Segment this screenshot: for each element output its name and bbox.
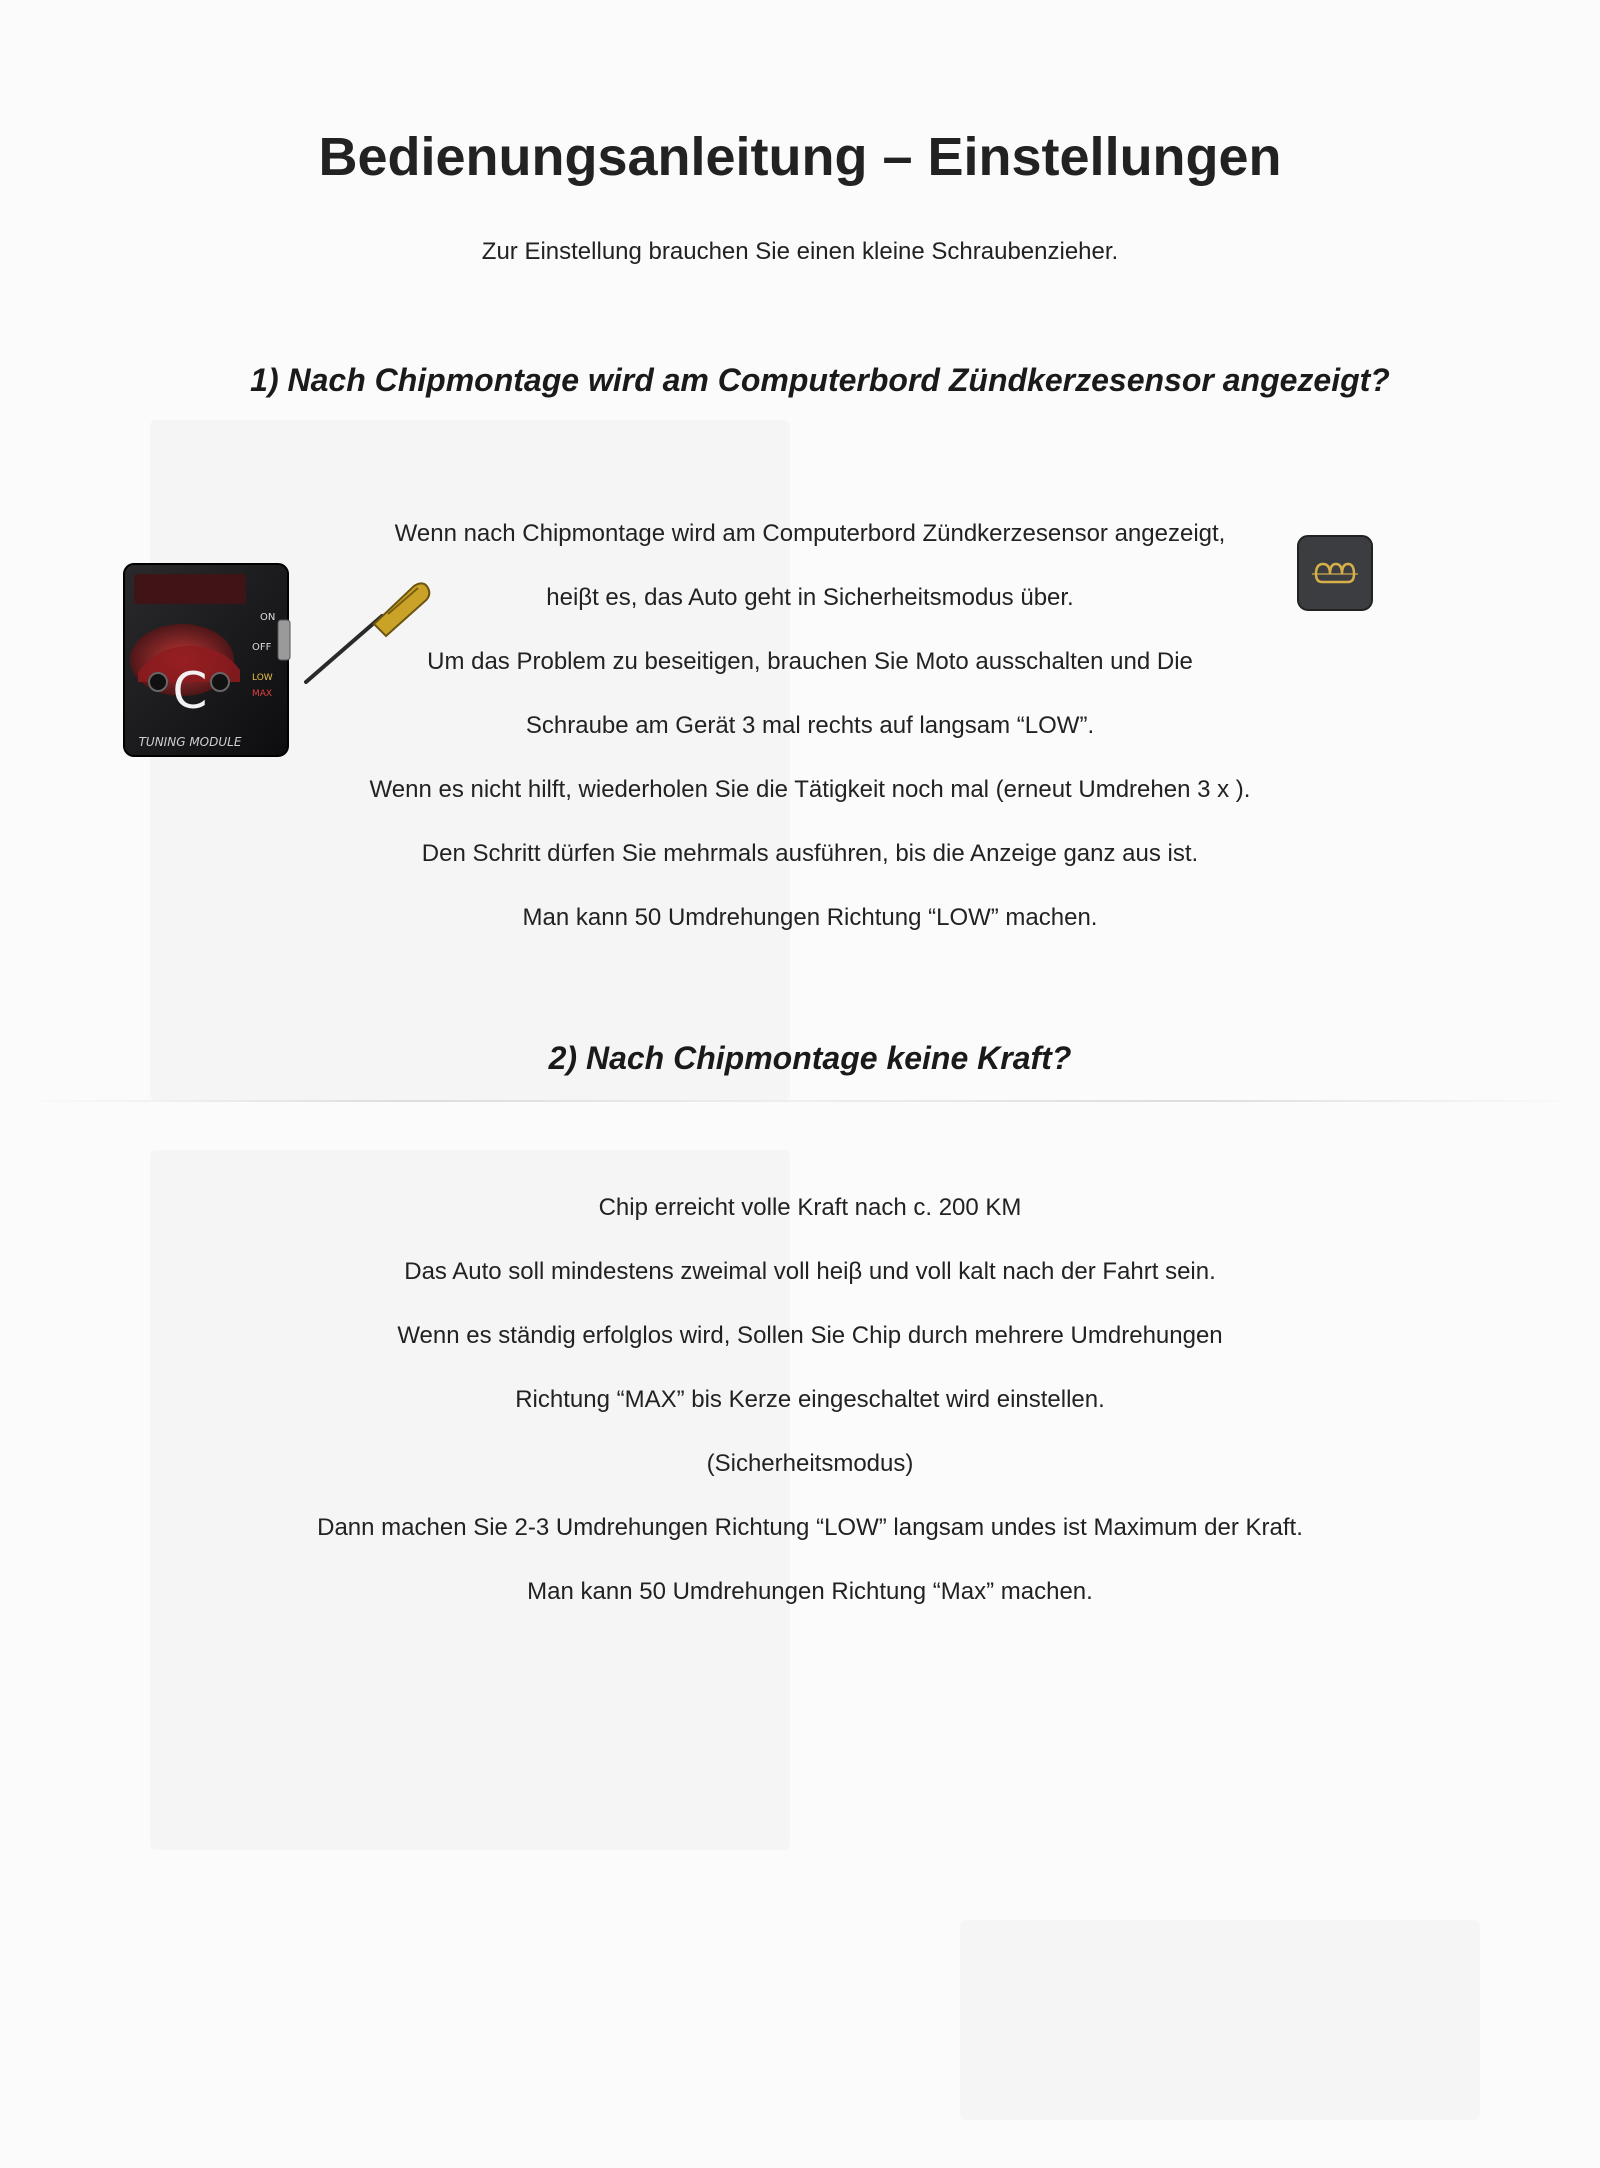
page-subtitle: Zur Einstellung brauchen Sie einen kleine Schraubenzieher. xyxy=(481,238,1119,265)
section-2-line: Richtung “MAX” bis Kerze eingeschaltet wird einstellen. xyxy=(515,1386,1105,1413)
device-label-off: OFF xyxy=(252,642,272,653)
device-letter: C xyxy=(172,662,208,720)
section-2-line: Chip erreicht volle Kraft nach c. 200 KM xyxy=(598,1194,1022,1221)
section-1-line: Den Schritt dürfen Sie mehrmals ausführen, bis die Anzeige ganz aus ist. xyxy=(421,840,1199,867)
section-1-body xyxy=(10,502,1600,950)
device-label-on: ON xyxy=(260,612,276,623)
section-2-heading: 2) Nach Chipmontage keine Kraft? xyxy=(548,1040,1072,1076)
section-1-line: Um das Problem zu beseitigen, brauchen Sie Moto ausschalten und Die xyxy=(427,648,1193,675)
section-2-line: Man kann 50 Umdrehungen Richtung “Max” machen. xyxy=(527,1578,1093,1605)
section-2-line: Wenn es ständig erfolglos wird, Sollen Sie Chip durch mehrere Umdrehungen xyxy=(397,1322,1223,1349)
section-2-line: (Sicherheitsmodus) xyxy=(706,1450,914,1477)
paper-fold-line xyxy=(20,1100,1580,1102)
section-1-heading: 1) Nach Chipmontage wird am Computerbord Zündkerzesensor angezeigt? xyxy=(250,362,1390,398)
section-1-line: Man kann 50 Umdrehungen Richtung “LOW” machen. xyxy=(522,904,1098,931)
section-2-line: Das Auto soll mindestens zweimal voll heiβ und voll kalt nach der Fahrt sein. xyxy=(404,1258,1216,1285)
section-1-line: Wenn es nicht hilft, wiederholen Sie die Tätigkeit noch mal (erneut Umdrehen 3 x ). xyxy=(369,776,1251,803)
section-1-line: Wenn nach Chipmontage wird am Computerbord Zündkerzesensor angezeigt, xyxy=(394,520,1226,547)
device-module-label: TUNING MODULE xyxy=(138,735,242,749)
page-title: Bedienungsanleitung – Einstellungen xyxy=(318,127,1282,187)
section-1-line: heiβt es, das Auto geht in Sicherheitsmodus über. xyxy=(546,584,1074,611)
device-label-low: LOW xyxy=(252,673,273,683)
section-1-line: Schraube am Gerät 3 mal rechts auf langsam “LOW”. xyxy=(525,712,1095,739)
section-2-body xyxy=(10,1176,1600,1624)
device-label-max: MAX xyxy=(252,689,273,699)
section-2-line: Dann machen Sie 2-3 Umdrehungen Richtung “LOW” langsam undes ist Maximum der Kraft. xyxy=(317,1514,1303,1541)
show-through-mark xyxy=(960,1920,1480,2120)
